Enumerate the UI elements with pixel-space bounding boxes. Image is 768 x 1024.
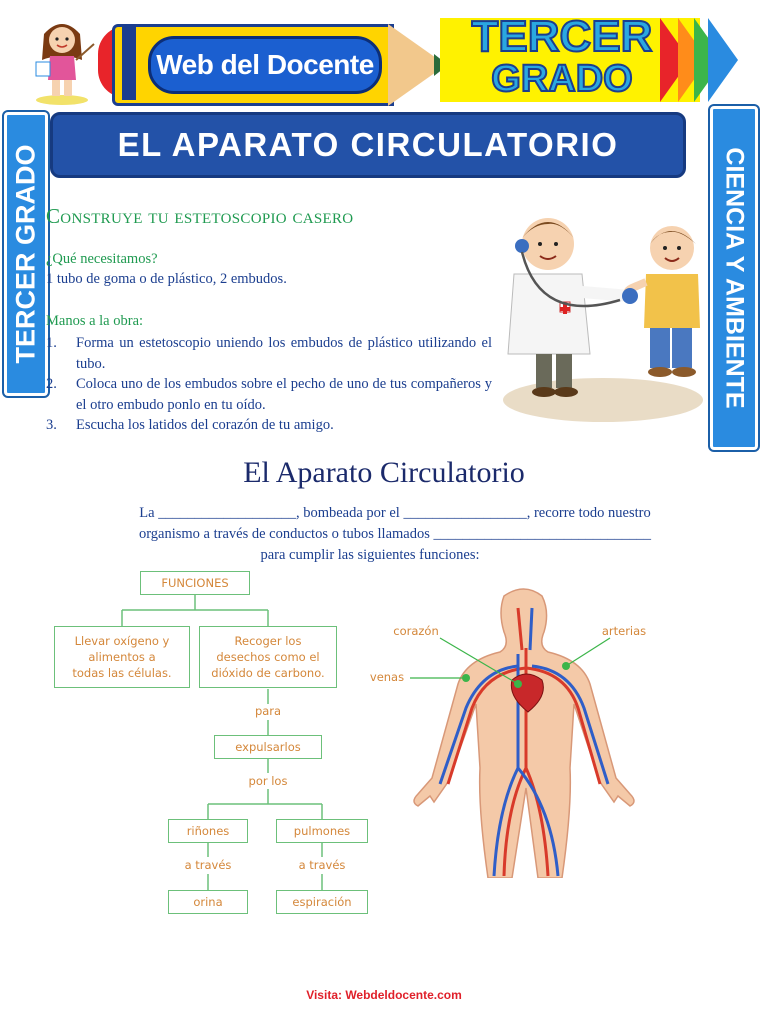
body-label-venas: venas xyxy=(369,670,405,684)
body-label-arterias: arterias xyxy=(601,624,647,638)
materials-question: ¿Qué necesitamos? xyxy=(46,251,158,267)
fill-blank-line-2: organismo a través de conductos o tubos llamados ______________________________ xyxy=(138,526,651,542)
list-item: 2. Coloca uno de los embudos sobre el pecho de uno de tus compañeros y el otro embudo ponlo en tu oído. xyxy=(46,376,492,413)
steps-heading: Manos a la obra: xyxy=(46,313,144,329)
site-logo[interactable]: Web del Docente xyxy=(148,36,382,94)
connector-label-a-traves: a través xyxy=(298,858,346,872)
organ-box-pulmones: pulmones xyxy=(276,819,368,843)
organ-box-rinones: riñones xyxy=(168,819,248,843)
connector-label-a-traves: a través xyxy=(184,858,232,872)
list-item: 3. Escucha los latidos del corazón de tu amigo. xyxy=(46,417,334,433)
output-box-espiracion: espiración xyxy=(276,890,368,914)
fill-blank-line-3: para cumplir las siguientes funciones: xyxy=(260,547,480,563)
connector-label-por-los: por los xyxy=(248,774,288,788)
body-label-corazon: corazón xyxy=(393,624,439,638)
grade-label-line2: GRADO xyxy=(491,58,633,100)
worksheet-title: El Aparato Circulatorio xyxy=(243,456,525,489)
function-box-left: Llevar oxígeno y alimentos a todas las células. xyxy=(54,626,190,688)
page-title: EL APARATO CIRCULATORIO xyxy=(50,112,686,178)
output-box-orina: orina xyxy=(168,890,248,914)
connector-label-para: para xyxy=(254,704,282,718)
grade-label-line1: TERCER xyxy=(471,12,653,61)
side-banner-subject-label: CIENCIA Y AMBIENTE xyxy=(720,147,749,409)
footer-link[interactable]: Visita: Webdeldocente.com xyxy=(306,988,462,1002)
materials-list: 1 tubo de goma o de plástico, 2 embudos. xyxy=(46,271,287,287)
expulsarlos-box: expulsarlos xyxy=(214,735,322,759)
activity-title: Construye tu estetoscopio casero xyxy=(46,204,354,228)
list-item: 1. Forma un estetoscopio uniendo los embudos de plástico utilizando el tubo. xyxy=(46,335,492,372)
function-box-right: Recoger los desechos como el dióxido de carbono. xyxy=(199,626,337,688)
side-banner-grade-label: TERCER GRADO xyxy=(10,144,41,364)
fill-blank-line-1: La ___________________, bombeada por el _________________, recorre todo nuestro xyxy=(139,505,651,521)
functions-root-box: FUNCIONES xyxy=(140,571,250,595)
